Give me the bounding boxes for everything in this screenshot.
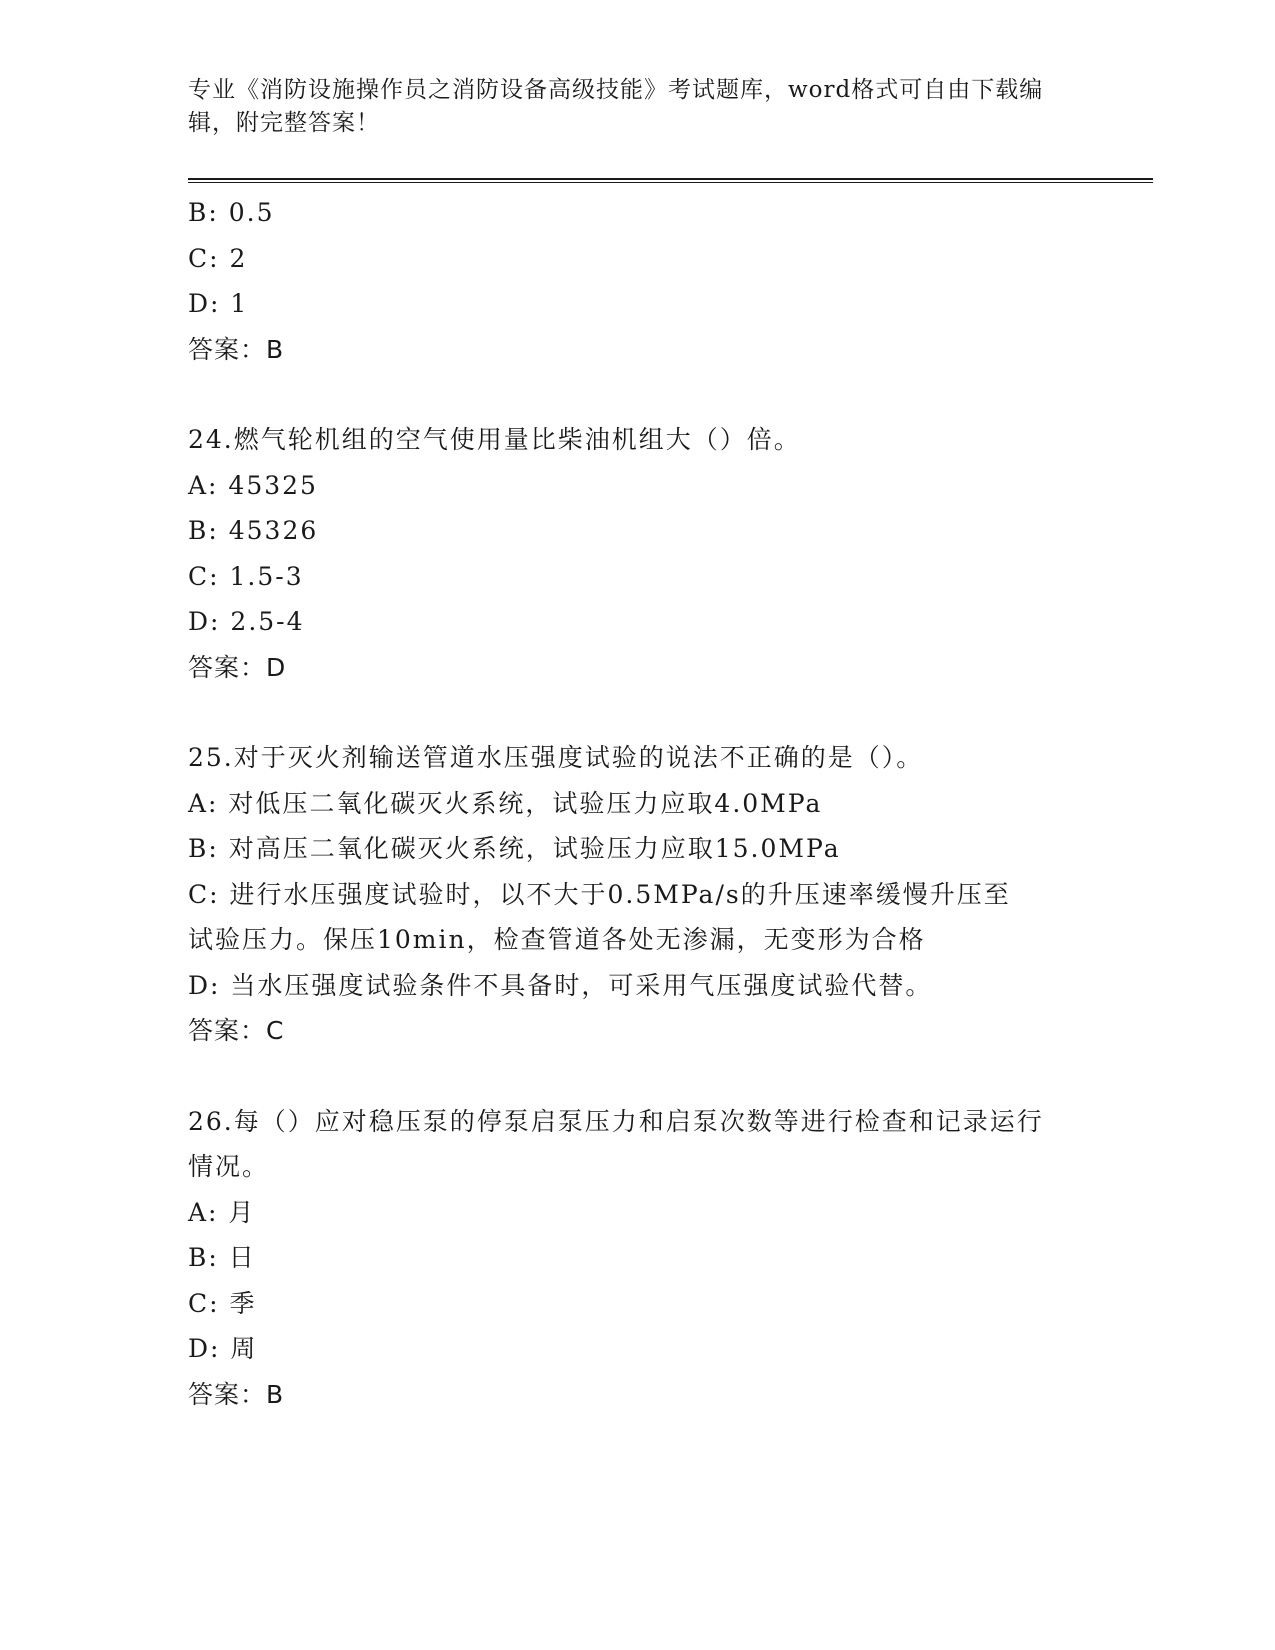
- question-stem: 26.每（）应对稳压泵的停泵启泵压力和启泵次数等进行检查和记录运行情况。: [188, 1106, 1044, 1181]
- option-b: B: 日: [188, 1243, 256, 1272]
- question-stem: 24.燃气轮机组的空气使用量比柴油机组大（）倍。: [188, 425, 801, 454]
- option-a: A: 月: [188, 1197, 256, 1227]
- option-b: B: 0.5: [188, 198, 275, 227]
- question-content: [188, 190, 1088, 1417]
- option-d: D: 1: [188, 289, 249, 318]
- question-26: [188, 1099, 1088, 1418]
- option-c: C: 进行水压强度试验时，以不大于0.5MPa/s的升压速率缓慢升压至试验压力。保压10min，检查管道各处无渗漏，无变形为合格: [188, 879, 1011, 954]
- spacer: [188, 690, 1088, 735]
- option-a: A: 对低压二氧化碳灭火系统，试验压力应取4.0MPa: [188, 788, 823, 818]
- spacer: [188, 372, 1088, 417]
- option-b: B: 45326: [188, 516, 319, 545]
- option-a: A: 45325: [188, 470, 318, 500]
- option-c: C: 2: [188, 243, 248, 273]
- answer-line: 答案：D: [188, 652, 287, 682]
- spacer: [188, 1054, 1088, 1099]
- document-header: 专业《消防设施操作员之消防设备高级技能》考试题库，word格式可自由下载编辑，附完整答案！: [188, 77, 1044, 136]
- option-c: C: 季: [188, 1288, 257, 1318]
- answer-line: 答案：B: [188, 334, 285, 364]
- option-d: D: 周: [188, 1334, 258, 1363]
- option-d: D: 2.5-4: [188, 607, 305, 636]
- question-stem: 25.对于灭火剂输送管道水压强度试验的说法不正确的是（）。: [188, 743, 924, 772]
- question-24: [188, 417, 1088, 690]
- option-b: B: 对高压二氧化碳灭火系统，试验压力应取15.0MPa: [188, 834, 841, 863]
- question-25: [188, 735, 1088, 1054]
- option-c: C: 1.5-3: [188, 561, 304, 591]
- option-d: D: 当水压强度试验条件不具备时，可采用气压强度试验代替。: [188, 970, 933, 1000]
- answer-line: 答案：C: [188, 1016, 285, 1045]
- question-23-continued: [188, 190, 1088, 372]
- answer-line: 答案：B: [188, 1379, 285, 1409]
- header-divider-thick: [188, 178, 1153, 180]
- header-divider-thin: [188, 182, 1153, 183]
